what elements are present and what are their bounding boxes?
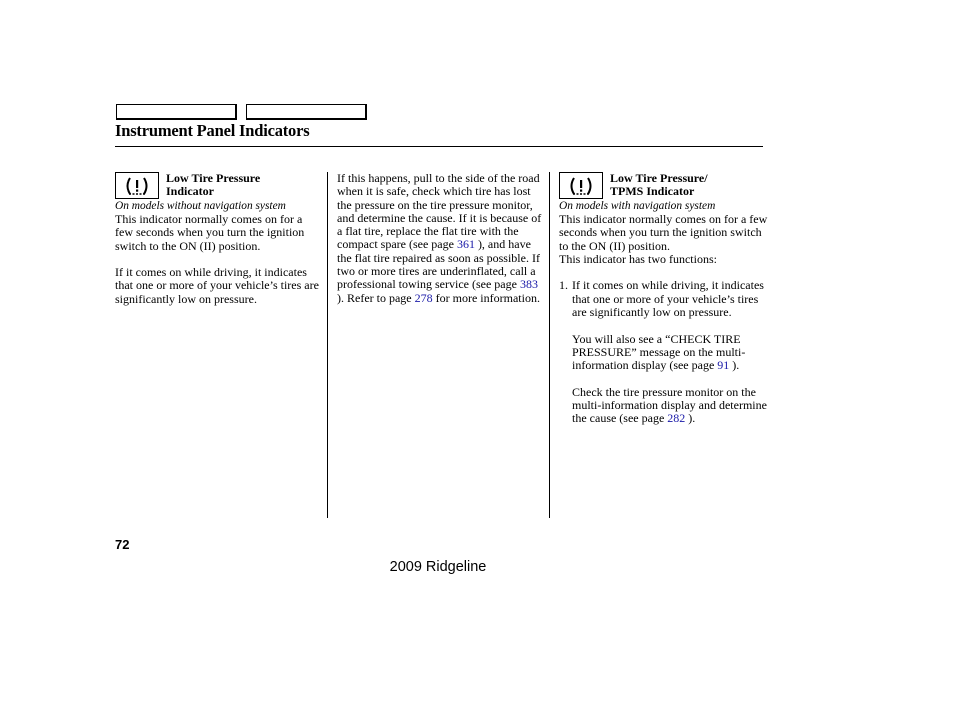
- nav-button-next[interactable]: [246, 104, 367, 120]
- page-link-361[interactable]: 361: [456, 237, 475, 252]
- list-item: 1. If it comes on while driving, it indicates that one or more of your vehicle’s tires are significantly low on pressure. You will also see a “CHECK TIRE PRESSURE” message on the multi-information display (see page 91 ). Check the tire pressure monitor on the multi-information display and determine the cause (see page 282 ).: [559, 279, 769, 425]
- indicator-heading: [115, 172, 323, 200]
- model-note: On models without navigation system: [115, 200, 286, 212]
- page-link-278[interactable]: 278: [414, 290, 433, 305]
- column-right: [559, 172, 769, 426]
- paragraph: This indicator has two functions:: [559, 251, 717, 266]
- tire-pressure-warning-icon: [559, 172, 603, 199]
- nav-button-previous[interactable]: [116, 104, 237, 120]
- indicator-title: Low Tire Pressure/ TPMS Indicator: [610, 171, 708, 198]
- paragraph: This indicator normally comes on for a few seconds when you turn the ignition switch to the ON (II) position.: [559, 212, 768, 253]
- page-link-383[interactable]: 383: [519, 277, 538, 292]
- paragraph: If this happens, pull to the side of the road when it is safe, check which tire has lost the pressure on the tire pressure monitor, and determine the cause. If it is because of a flat tire, replace the flat tire with the compact spare (see page 361 ), and have the flat tire repaired as soon as possible. If two or more tires are underinflated, call a professional towing service (see page 383 ). Refer to page 278 for more information.: [337, 171, 542, 305]
- page-link-282[interactable]: 282: [667, 411, 686, 426]
- column-middle: [337, 172, 545, 305]
- indicator-heading: [559, 172, 769, 200]
- footer-model: 2009 Ridgeline: [389, 559, 487, 575]
- column-left: [115, 172, 323, 306]
- title-rule: [115, 146, 763, 147]
- page-title: Instrument Panel Indicators: [115, 121, 310, 140]
- page-number: 72: [115, 537, 130, 552]
- paragraph: If it comes on while driving, it indicates that one or more of your vehicle’s tires are significantly low on pressure.: [115, 265, 319, 306]
- column-divider: [327, 172, 328, 518]
- functions-list: [559, 279, 769, 425]
- model-note: On models with navigation system: [559, 200, 716, 212]
- paragraph: This indicator normally comes on for a few seconds when you turn the ignition switch to the ON (II) position.: [115, 212, 305, 253]
- page-link-91[interactable]: 91: [717, 358, 730, 373]
- paragraph: Check the tire pressure monitor on the multi-information display and determine the cause (see page 282 ).: [572, 384, 767, 426]
- indicator-title: Low Tire Pressure Indicator: [166, 171, 261, 198]
- column-divider: [549, 172, 550, 518]
- tire-pressure-warning-icon: [115, 172, 159, 199]
- paragraph: You will also see a “CHECK TIRE PRESSURE” message on the multi-information display (see page 91 ).: [572, 331, 746, 373]
